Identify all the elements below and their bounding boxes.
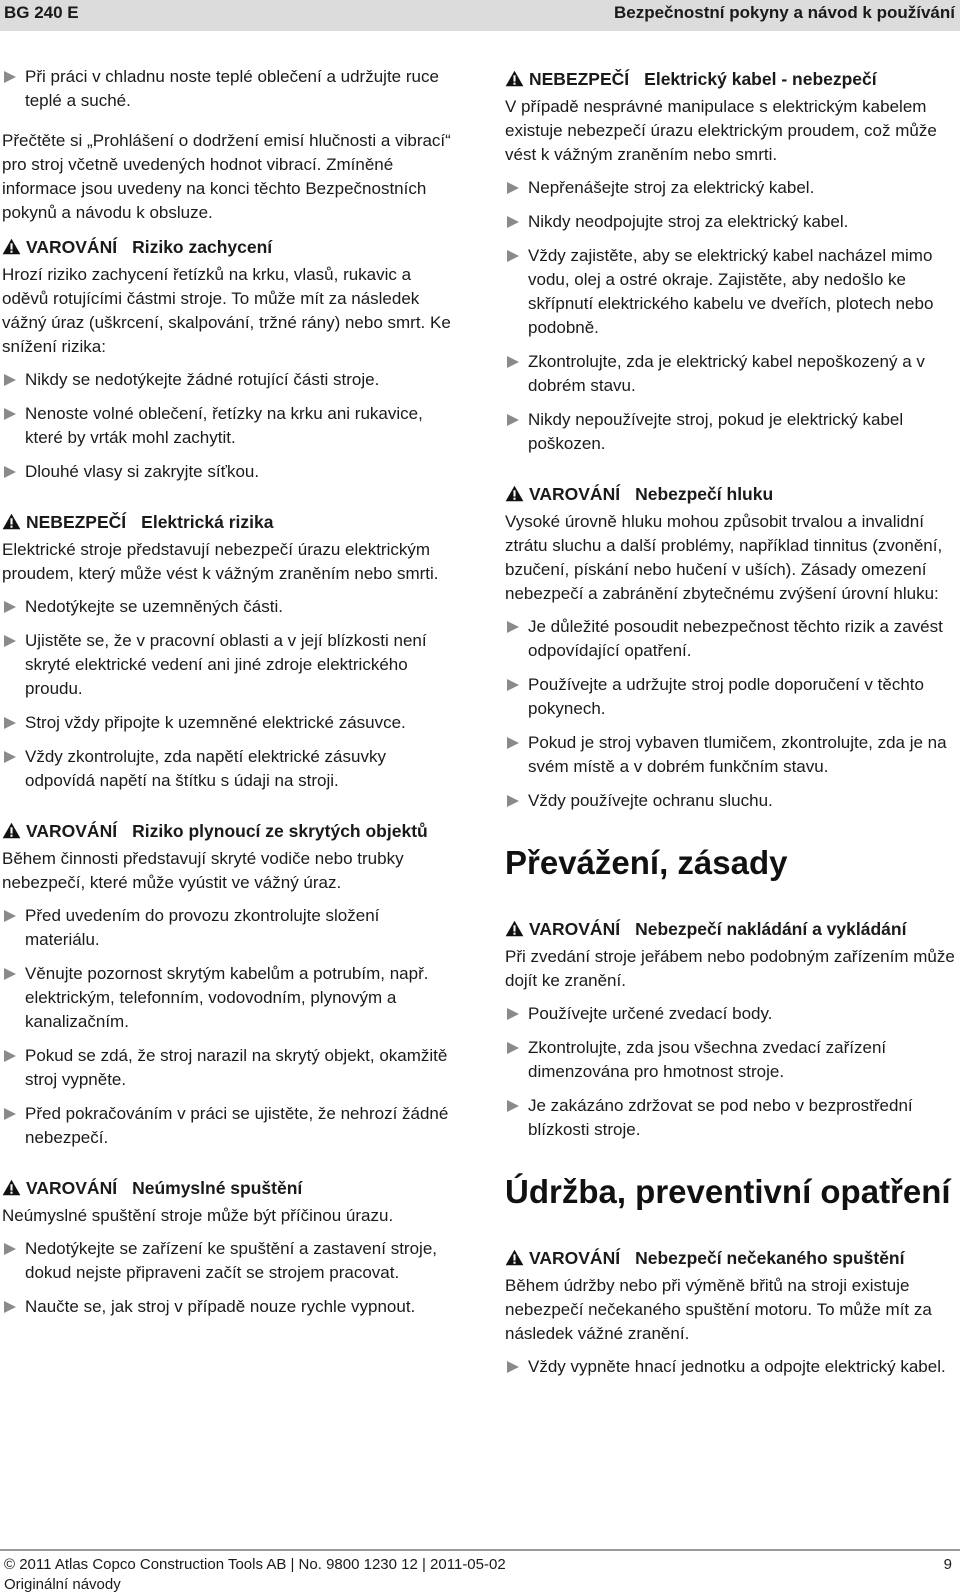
bullet-arrow-icon [4,635,16,647]
bullet-item: Pokud je stroj vybaven tlumičem, zkontrolujte, zda je na svém místě a v dobrém funkčním stavu. [505,731,957,779]
signal-word: VAROVÁNÍ [26,1178,118,1198]
danger-cable [505,67,957,456]
warning-title: Nebezpečí nakládání a vykládání [635,919,907,939]
bullet-item: Věnujte pozornost skrytým kabelům a potrubím, např. elektrickým, telefonním, vodovodním, plynovým a kanalizačním. [2,962,454,1034]
paragraph-emissions: Přečtěte si „Prohlášení o dodržení emisí hlučnosti a vibrací“ pro stroj včetně uvedených hodnot vibrací. Zmíněné informace jsou uvedeny na konci těchto Bezpečnostních pokynů a návodu k obsluze. [2,131,451,222]
bullet-arrow-icon [4,1050,16,1062]
bullet-arrow-icon [507,795,519,807]
section-heading-maintenance: Údržba, preventivní opatření [505,1173,951,1210]
bullet-arrow-icon [4,1301,16,1313]
signal-word: NEBEZPEČÍ [529,69,630,89]
bullet-arrow-icon [507,182,519,194]
warning-loading [505,917,957,1142]
warning-text: Hrozí riziko zachycení řetízků na krku, vlasů, rukavic a oděvů rotujícími částmi stroje. To může mít za následek vážný úraz (uškrcení, skalpování, tržné rány) nebo smrt. Ke snížení rizika: [2,265,451,356]
warning-title: Neúmyslné spuštění [132,1178,303,1198]
warning-noise [505,482,957,813]
warning-text: Během údržby nebo při výměně břitů na stroji existuje nebezpečí nečekaného spuštění motoru. To může mít za následek vážné zranění. [505,1276,932,1343]
bullet-arrow-icon [507,1361,519,1373]
danger-electrical [2,510,454,793]
document-title: Bezpečnostní pokyny a návod k používání [613,3,955,22]
bullet-item: Používejte a udržujte stroj podle doporučení v těchto pokynech. [505,673,957,721]
bullet-item: Nenoste volné oblečení, řetízky na krku ani rukavice, které by vrták mohl zachytit. [2,402,454,450]
warning-text: Neúmyslné spuštění stroje může být příčinou úrazu. [2,1206,394,1225]
bullet-arrow-icon [4,601,16,613]
warning-title: Nebezpečí hluku [635,484,774,504]
signal-word: VAROVÁNÍ [26,237,118,257]
warning-triangle-icon [2,1179,21,1196]
warning-triangle-icon [2,238,21,255]
warning-text: Při zvedání stroje jeřábem nebo podobným zařízením může dojít ke zranění. [505,947,955,990]
bullet-item: Nikdy neodpojujte stroj za elektrický kabel. [505,210,957,234]
bullet-item: Vždy zajistěte, aby se elektrický kabel nacházel mimo vodu, olej a ostré okraje. Zajistěte, aby nedošlo ke skřípnutí elektrického kabelu ve dveřích, plotech nebo podobně. [505,244,957,340]
warning-triangle-icon [505,920,524,937]
bullet-item: Vždy zkontrolujte, zda napětí elektrické zásuvky odpovídá napětí na štítku s údaji na stroji. [2,745,454,793]
bullet-arrow-icon [4,71,16,83]
warning-text: Vysoké úrovně hluku mohou způsobit trvalou a invalidní ztrátu sluchu a další problémy, například tinnitus (zvonění, bzučení, pískání nebo hučení v uších). Zásady omezení nebezpečí a zabránění zbytečnému zvýšení úrovní hluku: [505,512,943,603]
bullet-item: Ujistěte se, že v pracovní oblasti a v její blízkosti není skryté elektrické vedení ani jiné zdroje elektrického proudu. [2,629,454,701]
bullet-arrow-icon [4,717,16,729]
bullet-arrow-icon [4,751,16,763]
bullet-arrow-icon [4,408,16,420]
bullet-arrow-icon [4,968,16,980]
right-column [505,65,957,1389]
bullet-item: Používejte určené zvedací body. [505,1002,957,1026]
bullet-item: Při práci v chladnu noste teplé oblečení a udržujte ruce teplé a suché. [2,65,454,113]
warning-unexpected-start [505,1246,957,1379]
bullet-item: Nikdy nepoužívejte stroj, pokud je elektrický kabel poškozen. [505,408,957,456]
warning-triangle-icon [505,485,524,502]
signal-word: VAROVÁNÍ [529,1248,621,1268]
signal-word: VAROVÁNÍ [529,919,621,939]
bullet-arrow-icon [4,910,16,922]
warning-hidden-objects [2,819,454,1150]
warning-text: Elektrické stroje představují nebezpečí úrazu elektrickým proudem, který může vést k vážným zraněním nebo smrti. [2,540,439,583]
footer-divider [0,1549,960,1551]
bullet-item: Je důležité posoudit nebezpečnost těchto rizik a zavést odpovídající opatření. [505,615,957,663]
bullet-item: Stroj vždy připojte k uzemněné elektrické zásuvce. [2,711,454,735]
warning-text: V případě nesprávné manipulace s elektrickým kabelem existuje nebezpečí úrazu elektrickým proudem, což může vést k vážným zraněním nebo smrti. [505,97,937,164]
bullet-arrow-icon [4,374,16,386]
bullet-item: Pokud se zdá, že stroj narazil na skrytý objekt, okamžitě stroj vypněte. [2,1044,454,1092]
left-column [2,65,454,1329]
bullet-item: Vždy vypněte hnací jednotku a odpojte elektrický kabel. [505,1355,957,1379]
signal-word: VAROVÁNÍ [26,821,118,841]
warning-triangle-icon [505,1249,524,1266]
warning-triangle-icon [2,513,21,530]
warning-triangle-icon [2,822,21,839]
bullet-arrow-icon [4,1243,16,1255]
bullet-arrow-icon [507,621,519,633]
page-number: 9 [943,1556,952,1573]
signal-word: NEBEZPEČÍ [26,512,127,532]
bullet-arrow-icon [507,356,519,368]
warning-title: Elektrický kabel - nebezpečí [644,69,877,89]
signal-word: VAROVÁNÍ [529,484,621,504]
bullet-arrow-icon [507,216,519,228]
bullet-item: Zkontrolujte, zda jsou všechna zvedací zařízení dimenzována pro hmotnost stroje. [505,1036,957,1084]
bullet-arrow-icon [507,679,519,691]
copyright-line: © 2011 Atlas Copco Construction Tools AB | No. 9800 1230 12 | 2011-05-02 [4,1556,506,1573]
bullet-arrow-icon [507,1042,519,1054]
bullet-item: Nepřenášejte stroj za elektrický kabel. [505,176,957,200]
warning-title: Elektrická rizika [141,512,274,532]
original-instructions: Originální návody [4,1576,121,1593]
warning-entanglement [2,235,454,484]
bullet-arrow-icon [507,1008,519,1020]
bullet-item: Nedotýkejte se zařízení ke spuštění a zastavení stroje, dokud nejste připraveni začít se strojem pracovat. [2,1237,454,1285]
bullet-item: Vždy používejte ochranu sluchu. [505,789,957,813]
bullet-item: Je zakázáno zdržovat se pod nebo v bezprostřední blízkosti stroje. [505,1094,957,1142]
bullet-item: Zkontrolujte, zda je elektrický kabel nepoškozený a v dobrém stavu. [505,350,957,398]
bullet-arrow-icon [4,1108,16,1120]
bullet-arrow-icon [507,414,519,426]
warning-text: Během činnosti představují skryté vodiče nebo trubky nebezpečí, které může vyústit ve vážný úraz. [2,849,404,892]
warning-title: Riziko plynoucí ze skrytých objektů [132,821,428,841]
bullet-item: Nikdy se nedotýkejte žádné rotující části stroje. [2,368,454,392]
bullet-item: Nedotýkejte se uzemněných části. [2,595,454,619]
bullet-item: Před uvedením do provozu zkontrolujte složení materiálu. [2,904,454,952]
page-footer [4,1555,506,1595]
bullet-arrow-icon [507,250,519,262]
warning-title: Riziko zachycení [132,237,273,257]
bullet-arrow-icon [4,466,16,478]
bullet-item: Před pokračováním v práci se ujistěte, že nehrozí žádné nebezpečí. [2,1102,454,1150]
bullet-item: Dlouhé vlasy si zakryjte síťkou. [2,460,454,484]
warning-unintended-start [2,1176,454,1319]
warning-title: Nebezpečí nečekaného spuštění [635,1248,905,1268]
page-header [0,0,960,31]
bullet-item: Naučte se, jak stroj v případě nouze rychle vypnout. [2,1295,454,1319]
warning-triangle-icon [505,70,524,87]
section-heading-transport: Převážení, zásady [505,844,788,881]
bullet-arrow-icon [507,1100,519,1112]
model-name: BG 240 E [4,3,79,22]
bullet-arrow-icon [507,737,519,749]
